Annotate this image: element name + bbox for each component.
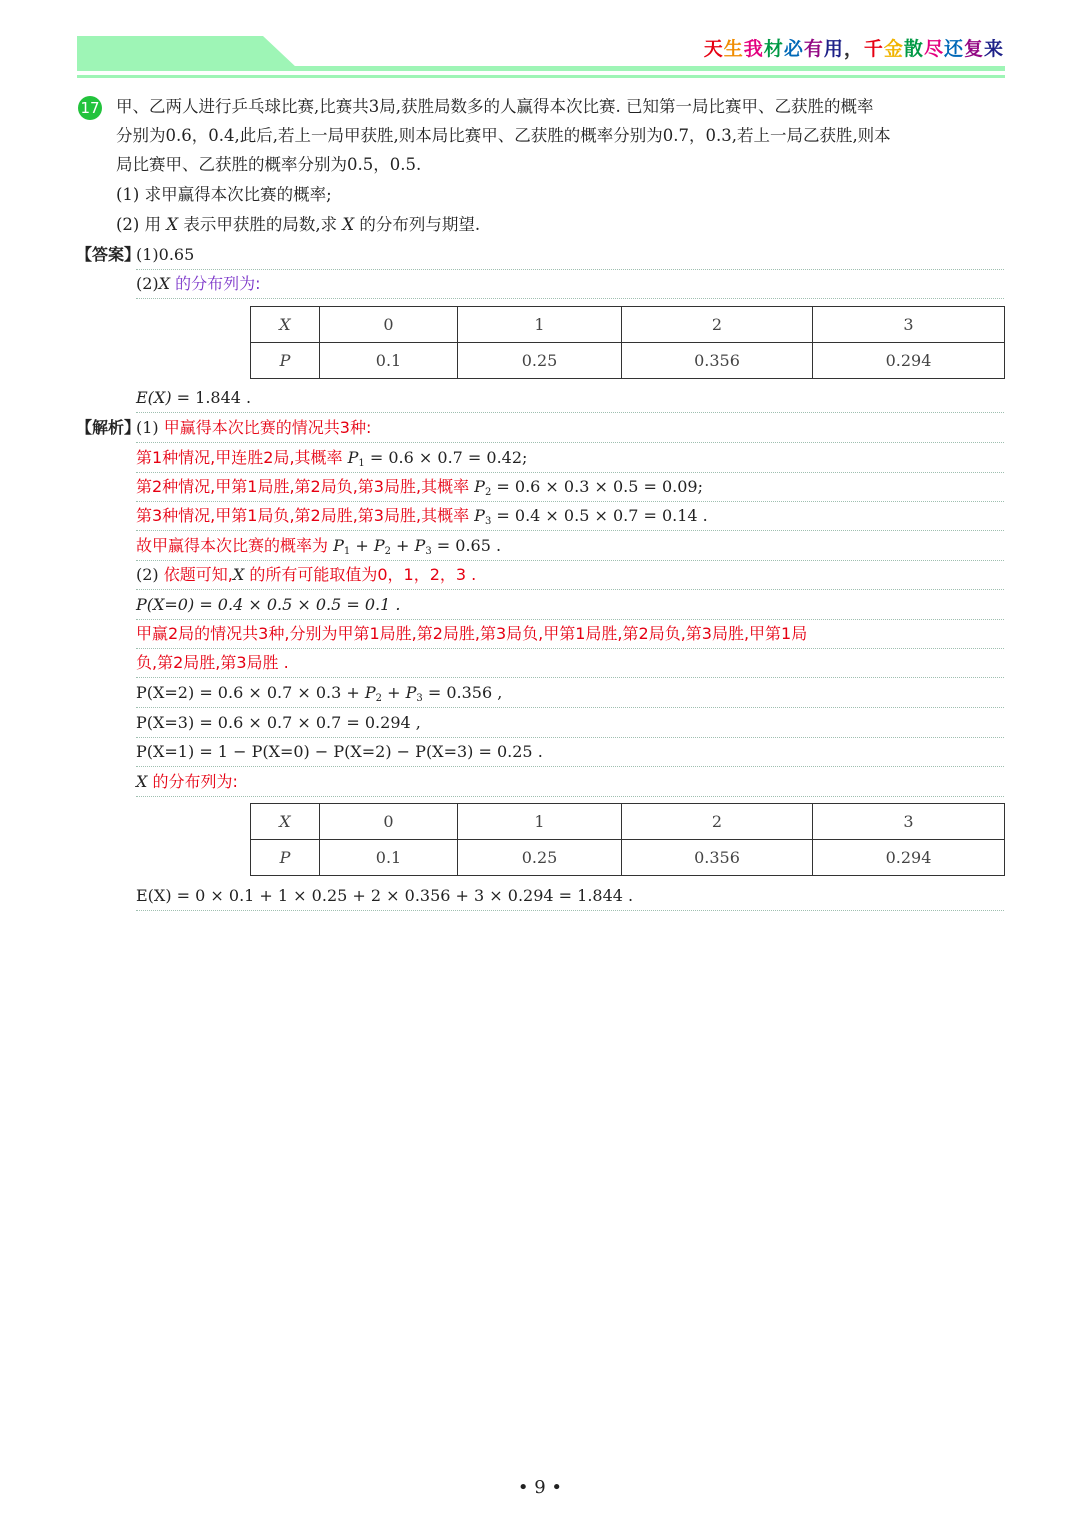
table-cell: 2 [622,307,813,343]
motto-char: 必 [783,38,804,60]
question-line-1: 甲、乙两人进行乒乓球比赛,比赛共3局,获胜局数多的人赢得本次比赛. 已知第一局比赛甲、乙获胜的概率 [116,97,874,116]
table-cell: 0.25 [458,343,622,379]
header-rule [77,66,1005,71]
analysis-line-3: 第2种情况,甲第1局胜,第2局负,第3局胜,其概率 $P_2 = 0.6 \times 0.3 \times 0.5 = 0.09$; [136,473,1004,502]
motto-char: 复 [963,38,984,60]
table-row [251,343,1005,379]
table-cell: 1 [458,307,622,343]
question-number-badge: 17 [78,96,102,120]
answer-label: 【答案】 [76,245,141,264]
table-cell: 0.25 [458,840,622,876]
analysis-line-13: X 的分布列为: [136,768,1004,797]
motto-char: 尽 [923,38,944,60]
motto-char: 千 [863,38,884,60]
analysis-line-6: (2) 依题可知,X 的所有可能取值为0，1，2，3 . [136,561,1004,590]
motto-char: 来 [983,38,1004,60]
analysis-expectation: E(X) = 0 × 0.1 + 1 × 0.25 + 2 × 0.356 + 3 × 0.294 = 1.844 . [136,882,1004,911]
motto-char: 材 [763,38,784,60]
table-header-cell: P [251,343,320,379]
analysis-line-10: $P(X=2) = 0.6 \times 0.7 \times 0.3 + P_2 + P_3 = 0.356$ , [136,679,1004,708]
table-cell: 3 [813,307,1005,343]
analysis-label: 【解析】 [76,418,141,437]
table-cell: 0.356 [622,840,813,876]
question-part-1: (1) 求甲赢得本次比赛的概率; [116,185,332,204]
table-cell: 0 [320,804,458,840]
header-tab [77,36,297,68]
motto-char: 生 [723,38,744,60]
question-line-2: 分别为0.6，0.4,此后,若上一局甲获胜,则本局比赛甲、乙获胜的概率分别为0.7，0.3,若上一局乙获胜,则本 [116,126,891,145]
analysis-line-8: 甲赢2局的情况共3种,分别为甲第1局胜,第2局胜,第3局负,甲第1局胜,第2局负,第3局胜,甲第1局 [136,620,1004,649]
analysis-distribution-table [250,803,1005,876]
answer-part-1: (1)0.65 [136,241,1004,270]
motto-char: 天 [703,38,724,60]
answer-distribution-table [250,306,1005,379]
table-cell: 0.1 [320,343,458,379]
table-cell: 0.356 [622,343,813,379]
motto-char: 有 [803,38,824,60]
analysis-line-4: 第3种情况,甲第1局负,第2局胜,第3局胜,其概率 $P_3 = 0.4 \times 0.5 \times 0.7 = 0.14$ . [136,502,1004,531]
motto-char: 用 [823,38,844,60]
table-header-cell: X [251,804,320,840]
page-number: • 9 • [517,1477,563,1498]
analysis-line-7: P(X=0) = 0.4 × 0.5 × 0.5 = 0.1 . [136,591,1004,620]
table-header-cell: P [251,840,320,876]
motto-char: 还 [943,38,964,60]
analysis-line-12: P(X=1) = 1 − P(X=0) − P(X=2) − P(X=3) = 0.25 . [136,738,1004,767]
analysis-line-2: 第1种情况,甲连胜2局,其概率 $P_1 = 0.6 \times 0.7 = 0.42$; [136,444,1004,473]
motto-char: 散 [903,38,924,60]
analysis-line-11: P(X=3) = 0.6 × 0.7 × 0.7 = 0.294 , [136,709,1004,738]
analysis-line-1: (1) 甲赢得本次比赛的情况共3种: [136,414,1004,443]
header-rule-thin [77,75,1005,78]
table-cell: 1 [458,804,622,840]
motto-char: 我 [743,38,764,60]
table-cell: 0 [320,307,458,343]
table-row [251,804,1005,840]
table-cell: 0.1 [320,840,458,876]
table-cell: 3 [813,804,1005,840]
table-cell: 0.294 [813,343,1005,379]
answer-part-2: (2)X 的分布列为: [136,270,1004,299]
analysis-line-5: 故甲赢得本次比赛的概率为 $P_1 + P_2 + P_3 = 0.65$ . [136,532,1004,561]
table-header-cell: X [251,307,320,343]
table-cell: 2 [622,804,813,840]
answer-expectation: E(X) = 1.844 . [136,384,1004,413]
analysis-line-9: 负,第2局胜,第3局胜 . [136,649,1004,678]
table-row [251,307,1005,343]
question-line-3: 局比赛甲、乙获胜的概率分别为0.5，0.5. [116,155,422,174]
table-cell: 0.294 [813,840,1005,876]
motto-char: 金 [883,38,904,60]
table-row [251,840,1005,876]
header-motto [704,34,1004,61]
motto-char: ， [843,38,864,60]
question-part-2: (2) 用 X 表示甲获胜的局数,求 X 的分布列与期望. [116,215,481,234]
